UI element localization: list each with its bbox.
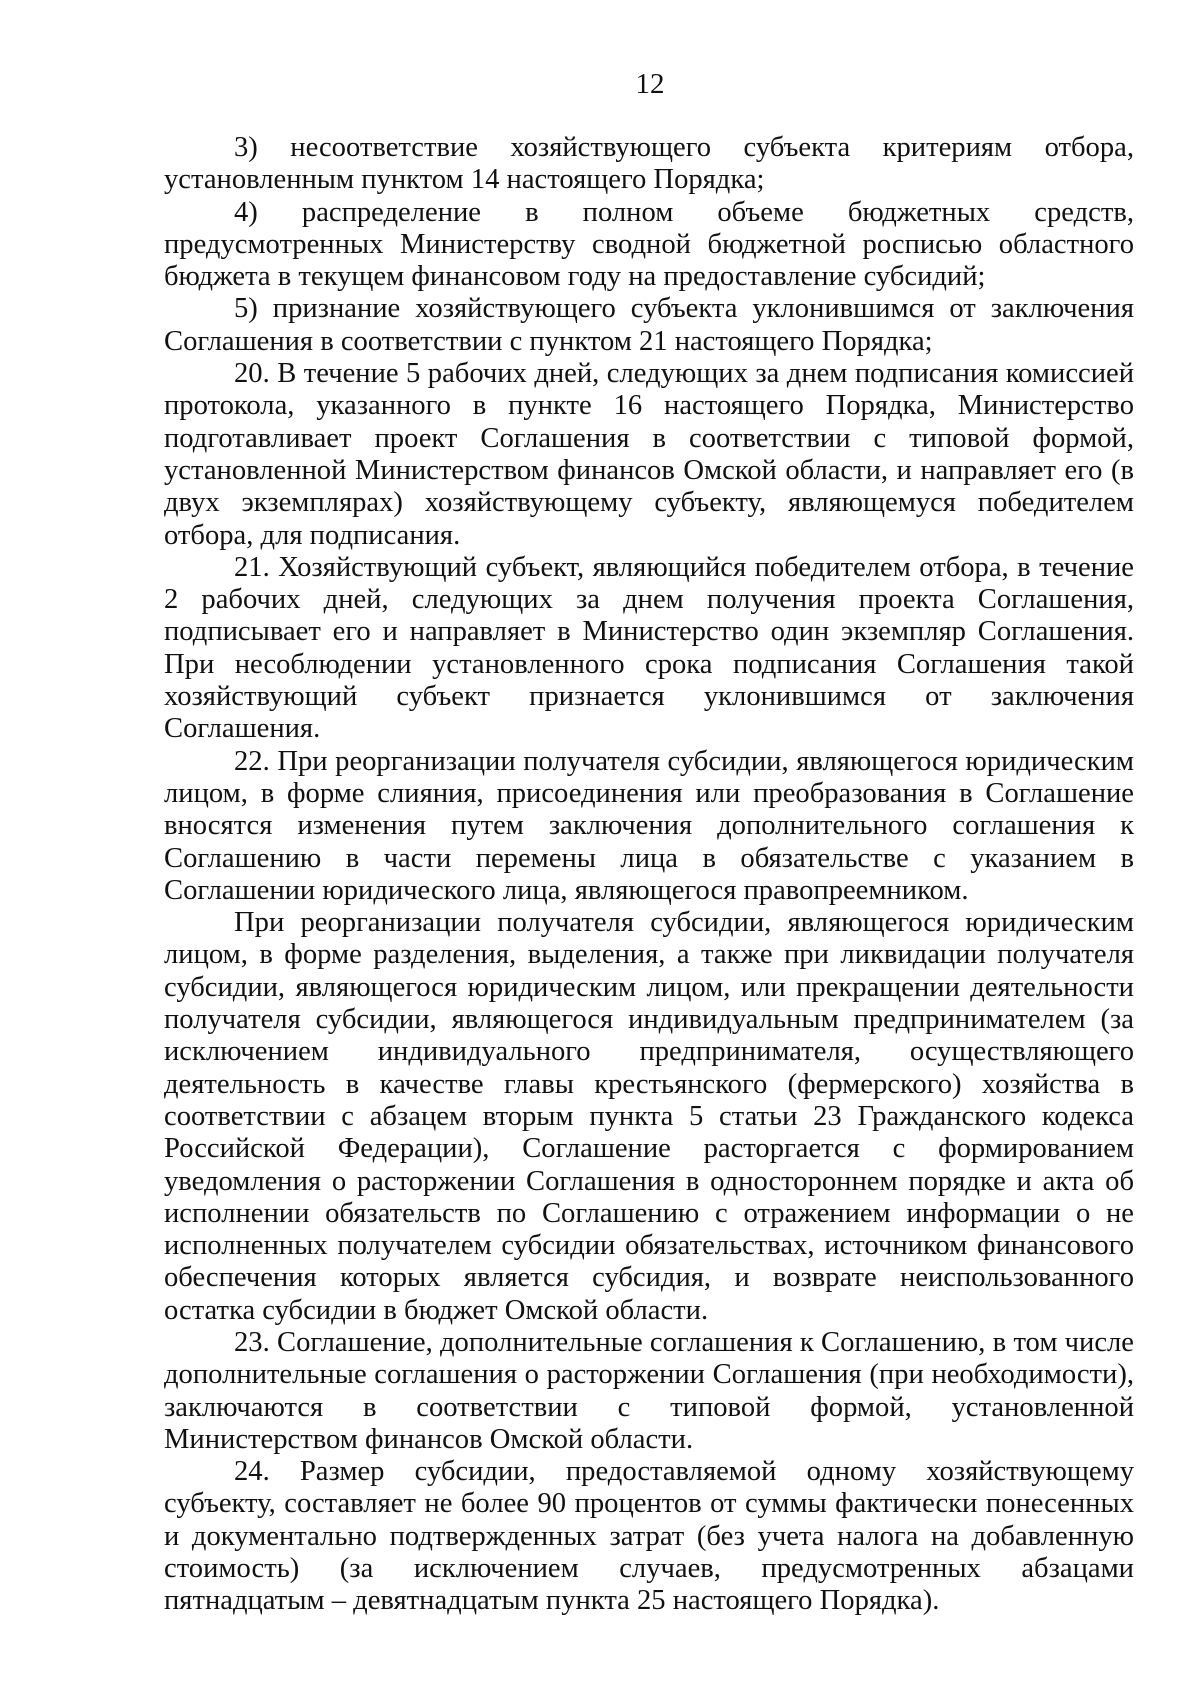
paragraph-item-5: 5) признание хозяйствующего субъекта уклонившимся от заключения Соглашения в соответствии с пунктом 21 настоящего Порядка; [164, 293, 1134, 357]
page-number: 12 [635, 68, 665, 100]
document-body [164, 132, 1134, 1618]
paragraph-clause-24: 24. Размер субсидии, предоставляемой одному хозяйствующему субъекту, составляет не более 90 процентов от суммы фактически понесенных и документально подтвержденных затрат (без учета налога на добавленную стоимость) (за исключением случаев, предусмотренных абзацами пятнадцатым – девятнадцатым пункта 25 настоящего Порядка). [164, 1456, 1134, 1617]
paragraph-clause-21: 21. Хозяйствующий субъект, являющийся победителем отбора, в течение 2 рабочих дней, следующих за днем получения проекта Соглашения, подписывает его и направляет в Министерство один экземпляр Соглашения. При несоблюдении установленного срока подписания Соглашения такой хозяйствующий субъект признается уклонившимся от заключения Соглашения. [164, 551, 1134, 745]
paragraph-clause-22-continued: При реорганизации получателя субсидии, являющегося юридическим лицом, в форме разделения, выделения, а также при ликвидации получателя субсидии, являющегося юридическим лицом, или прекращении деятельности получателя субсидии, являющегося индивидуальным предпринимателем (за исключением индивидуального предпринимателя, осуществляющего деятельность в качестве главы крестьянского (фермерского) хозяйства в соответствии с абзацем вторым пункта 5 статьи 23 Гражданского кодекса Российской Федерации), Соглашение расторгается с формированием уведомления о расторжении Соглашения в одностороннем порядке и акта об исполнении обязательств по Соглашению с отражением информации о не исполненных получателем субсидии обязательствах, источником финансового обеспечения которых является субсидия, и возврате неиспользованного остатка субсидии в бюджет Омской области. [164, 907, 1134, 1326]
paragraph-clause-22: 22. При реорганизации получателя субсидии, являющегося юридическим лицом, в форме слияния, присоединения или преобразования в Соглашение вносятся изменения путем заключения дополнительного соглашения к Соглашению в части перемены лица в обязательстве с указанием в Соглашении юридического лица, являющегося правопреемником. [164, 745, 1134, 906]
paragraph-item-4: 4) распределение в полном объеме бюджетных средств, предусмотренных Министерству сводной бюджетной росписью областного бюджета в текущем финансовом году на предоставление субсидий; [164, 196, 1134, 293]
paragraph-clause-23: 23. Соглашение, дополнительные соглашения к Соглашению, в том числе дополнительные соглашения о расторжении Соглашения (при необходимости), заключаются в соответствии с типовой формой, установленной Министерством финансов Омской области. [164, 1326, 1134, 1455]
paragraph-item-3: 3) несоответствие хозяйствующего субъекта критериям отбора, установленным пунктом 14 настоящего Порядка; [164, 132, 1134, 196]
paragraph-clause-20: 20. В течение 5 рабочих дней, следующих за днем подписания комиссией протокола, указанного в пункте 16 настоящего Порядка, Министерство подготавливает проект Соглашения в соответствии с типовой формой, установленной Министерством финансов Омской области, и направляет его (в двух экземплярах) хозяйствующему субъекту, являющемуся победителем отбора, для подписания. [164, 358, 1134, 551]
